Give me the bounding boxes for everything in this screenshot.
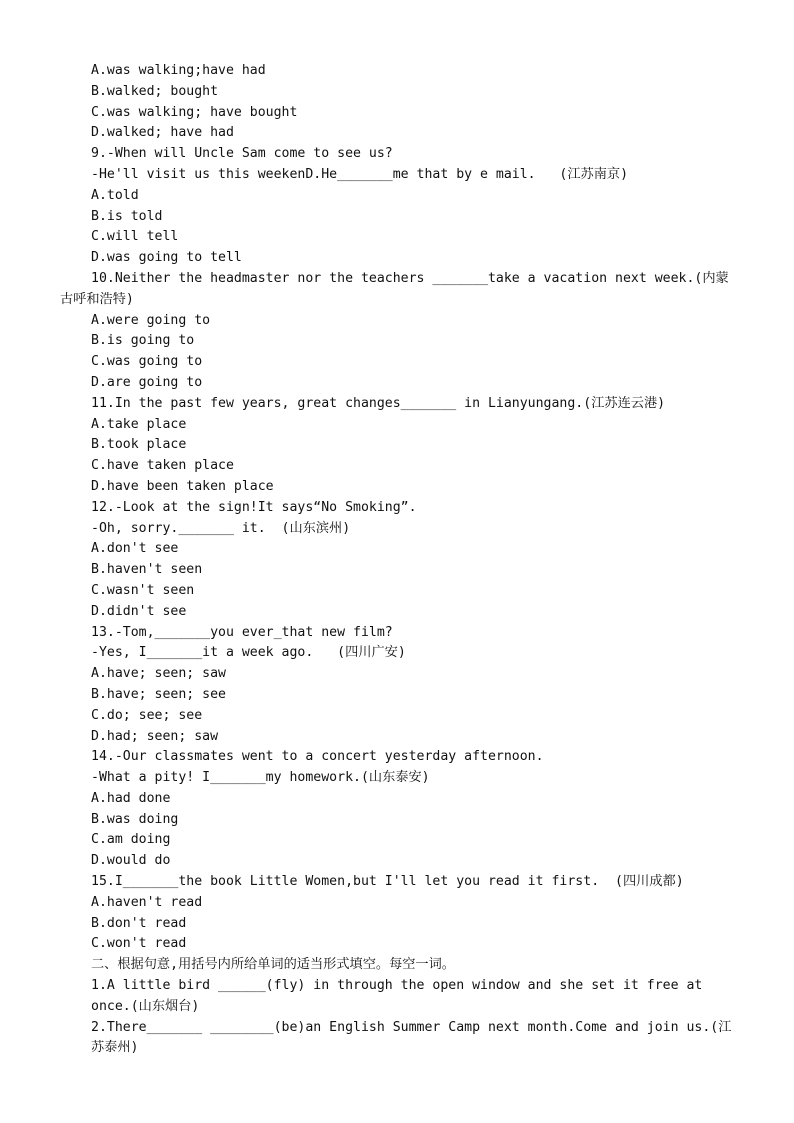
question-line: 13.-Tom,_______you ever_that new film? (91, 624, 393, 640)
option-line: A.have; seen; saw (91, 666, 226, 682)
option-line: B.have; seen; see (91, 686, 226, 702)
option-line: B.was doing (91, 811, 179, 827)
section-heading: 二、根据句意,用括号内所给单词的适当形式填空。每空一词。 (91, 957, 455, 973)
question-line: -Oh, sorry._______ it. (山东滨州) (91, 520, 351, 536)
option-line: C.was walking; have bought (91, 104, 298, 120)
option-line: B.took place (91, 437, 187, 453)
option-line: A.was walking;have had (91, 63, 266, 78)
option-line: B.is told (91, 208, 163, 224)
option-line: B.don't read (91, 915, 187, 931)
option-line: A.take place (91, 416, 187, 432)
option-line: C.wasn't seen (91, 582, 195, 598)
question-line: -What a pity! I_______my homework.(山东泰安) (91, 770, 430, 786)
option-line: C.will tell (91, 229, 179, 245)
option-line: D.have been taken place (91, 478, 274, 494)
document-body (60, 61, 735, 1059)
option-line: D.walked; have had (91, 125, 234, 141)
option-line: A.had done (91, 790, 171, 806)
option-line: C.have taken place (91, 458, 234, 474)
question-line: 14.-Our classmates went to a concert yesterday afternoon. (91, 749, 544, 765)
option-line: C.was going to (91, 354, 203, 370)
option-line: A.were going to (91, 312, 211, 328)
option-line: B.walked; bought (91, 83, 219, 99)
option-line: D.was going to tell (91, 250, 242, 266)
option-line: D.would do (91, 853, 171, 869)
option-line: B.haven't seen (91, 562, 203, 578)
option-line: A.told (91, 187, 139, 203)
question-line: -Yes, I_______it a week ago. (四川广安) (91, 645, 406, 661)
question-line: 11.In the past few years, great changes_______ in Lianyungang.(江苏连云港) (91, 395, 666, 411)
question-line: 10.Neither the headmaster nor the teachers _______take a vacation next week.(内蒙古呼和浩特) (60, 270, 729, 307)
option-line: C.do; see; see (91, 707, 203, 723)
option-line: D.had; seen; saw (91, 728, 219, 744)
question-line: 2.There_______ ________(be)an English Summer Camp next month.Come and join us.(江苏泰州) (91, 1019, 732, 1056)
option-line: D.didn't see (91, 603, 187, 619)
option-line: D.are going to (91, 374, 203, 390)
question-line: 1.A little bird ______(fly) in through the open window and she set it free at once.(山东烟台) (91, 978, 703, 1014)
option-line: B.is going to (91, 333, 195, 349)
question-line: 12.-Look at the sign!It says“No Smoking”. (91, 499, 417, 515)
option-line: A.haven't read (91, 894, 203, 910)
question-line: 9.-When will Uncle Sam come to see us? (91, 146, 393, 162)
option-line: C.am doing (91, 832, 171, 848)
option-line: A.don't see (91, 541, 179, 557)
question-line: -He'll visit us this weekenD.He_______me that by e mail. (江苏南京) (91, 166, 629, 182)
option-line: C.won't read (91, 936, 187, 952)
question-line: 15.I_______the book Little Women,but I'll let you read it first. (四川成都) (91, 874, 684, 890)
